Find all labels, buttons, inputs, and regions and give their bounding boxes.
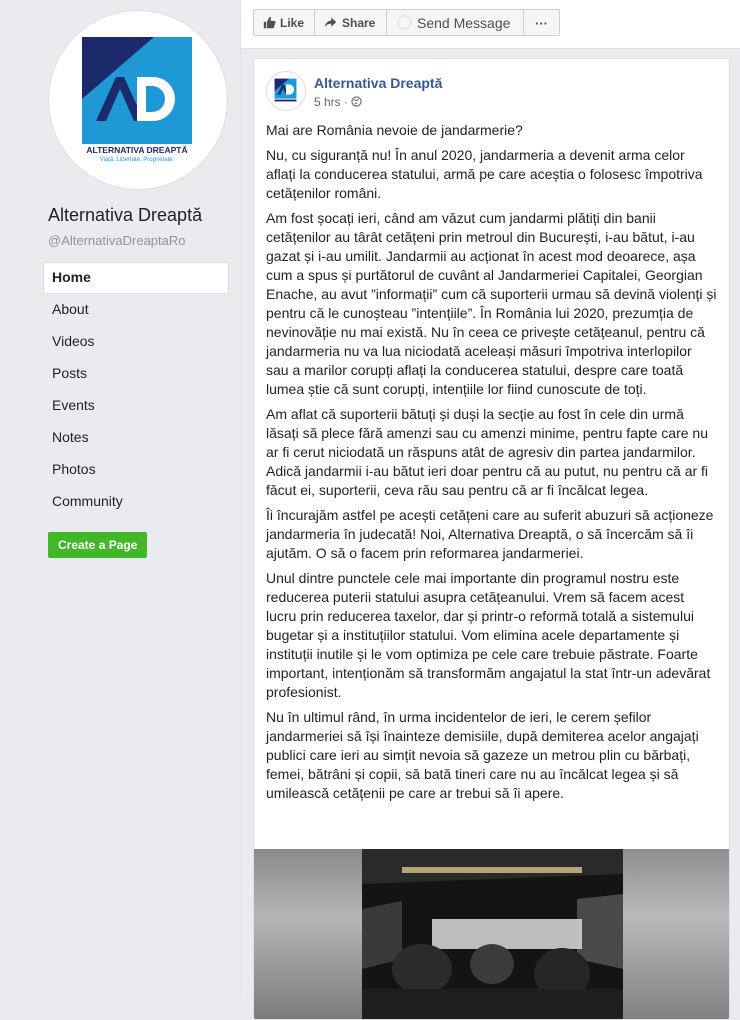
send-message-button[interactable] xyxy=(386,9,524,36)
more-options-button[interactable] xyxy=(523,9,560,36)
nav-item-home[interactable]: Home xyxy=(43,262,229,294)
post-timestamp[interactable]: 5 hrs xyxy=(314,95,341,109)
nav-item-photos[interactable]: Photos xyxy=(52,461,96,477)
page-action-bar xyxy=(241,0,740,49)
thumbs-up-icon xyxy=(263,16,276,29)
post-paragraph-2: Nu, cu siguranță nu! În anul 2020, jandarmeria a devenit arma celor aflați la conducerea statului, armă pe care aceștia o folosesc împotriva cetățenilor români. xyxy=(266,147,703,201)
post-paragraph-1: Mai are România nevoie de jandarmerie? xyxy=(266,122,523,138)
post-author-avatar[interactable] xyxy=(266,71,306,111)
nav-item-events[interactable]: Events xyxy=(52,397,95,413)
page-name[interactable]: Alternativa Dreaptă xyxy=(48,205,203,225)
post-paragraph-6: Unul dintre punctele cele mai importante din programul nostru este reducerea puterii statului asupra cetățeanului. Vrem să facem acest lucru prin reducerea taxelor, dar și printr-o reformă totală a sistemului bugetar și a instituțiilor statului. Vom elimina acele departamente și instituții inutile și le vom optimiza pe cele care trebuie păstrate. Foarte important, intenționăm să transformăm angajatul la stat într-un adevărat profesionist. xyxy=(266,570,711,700)
like-label: Like xyxy=(280,16,305,30)
post-card xyxy=(253,58,730,1020)
nav-item-community[interactable]: Community xyxy=(52,493,123,509)
alternativa-dreapta-logo-small xyxy=(267,72,305,110)
page-handle[interactable]: @AlternativaDreaptaRo xyxy=(48,233,186,248)
post-paragraph-5: Îi încurajăm astfel pe acești cetățeni care au suferit abuzuri să acționeze jandarmeria în judecată! Noi, Alternativa Dreaptă, o să încercăm să îi ajutăm. O să o facem prin reformarea jandarmeriei. xyxy=(266,507,714,561)
send-message-label: Send Message xyxy=(417,15,511,31)
post-author-name[interactable]: Alternativa Dreaptă xyxy=(314,75,443,91)
more-options-icon: ··· xyxy=(535,16,548,31)
nav-item-notes[interactable]: Notes xyxy=(52,429,89,445)
like-page-button[interactable] xyxy=(253,9,315,36)
nav-item-posts[interactable]: Posts xyxy=(52,365,88,381)
post-paragraph-7: Nu în ultimul rând, în urma incidentelor de ieri, le cerem șefilor jandarmeriei să își înainteze demisiile, după demiterea acelor angajați publici care ieri au simțit nevoia să gazeze un metrou plin cu bărbați, femei, bătrâni și copii, să bată tineri care nu au încălcat legea și să umilească cetățenii pe care ar trebui să îi apere. xyxy=(266,709,699,801)
meta-separator: · xyxy=(344,95,352,109)
logo-tagline: Viață. Libertate. Proprietate. xyxy=(99,157,175,163)
page-nav xyxy=(43,262,229,518)
post-paragraph-4: Am aflat că suporterii bătuți și duși la secție au fost în cele din urmă lăsați să plece fără amenzi sau cu amenzi minime, pentru fapte care nu ar fi cerut niciodată un răspuns atât de agresiv din partea jandarmilor. Adică jandarmii i-au bătut ieri doar pentru că au putut, nu pentru că ar fi făcut ei, suporterii, ceva rău sau pentru că ar fi încălcat legea. xyxy=(266,406,709,498)
nav-item-videos[interactable]: Videos xyxy=(52,333,95,349)
main-column xyxy=(241,0,740,994)
post-text xyxy=(266,121,718,809)
share-arrow-icon xyxy=(324,16,337,29)
create-page-button[interactable]: Create a Page xyxy=(48,532,147,558)
nav-item-about[interactable]: About xyxy=(52,301,89,317)
page-profile-picture[interactable] xyxy=(48,10,228,190)
post-meta xyxy=(314,95,362,109)
post-paragraph-3: Am fost șocați ieri, când am văzut cum jandarmi plătiți din banii cetățenilor au târât cetățeni prin metroul din București, i-au bătut, i-au gazat și i-au umilit. Jandarmii au acționat în acest mod deoarece, așa cum a spus și purtătorul de cuvânt al Jandarmeriei Capitalei, Georgian Enache, au avut ”informații” cum că suporterii urmau să devină violenți și pentru că le cunoșteau ”intențiile”. În România lui 2020, prezumția de nevinovăție nu mai există. Nu în ceea ce privește cetățeanul, pentru că jandarmeria nu va lua niciodată aceleași măsuri împotriva interlopilor sau a marilor corupți aflați la conducerea statului, despre care toată lumea știe că sunt corupți, intențiile lor fiind cunoscute de toți. xyxy=(266,210,717,397)
alternativa-dreapta-logo xyxy=(82,37,192,163)
messenger-icon xyxy=(397,15,412,30)
globe-icon[interactable] xyxy=(351,96,362,107)
logo-wordmark: ALTERNATIVA DREAPTĂ xyxy=(86,145,188,155)
share-page-button[interactable] xyxy=(314,9,387,36)
share-label: Share xyxy=(342,16,376,30)
left-column xyxy=(0,0,241,994)
